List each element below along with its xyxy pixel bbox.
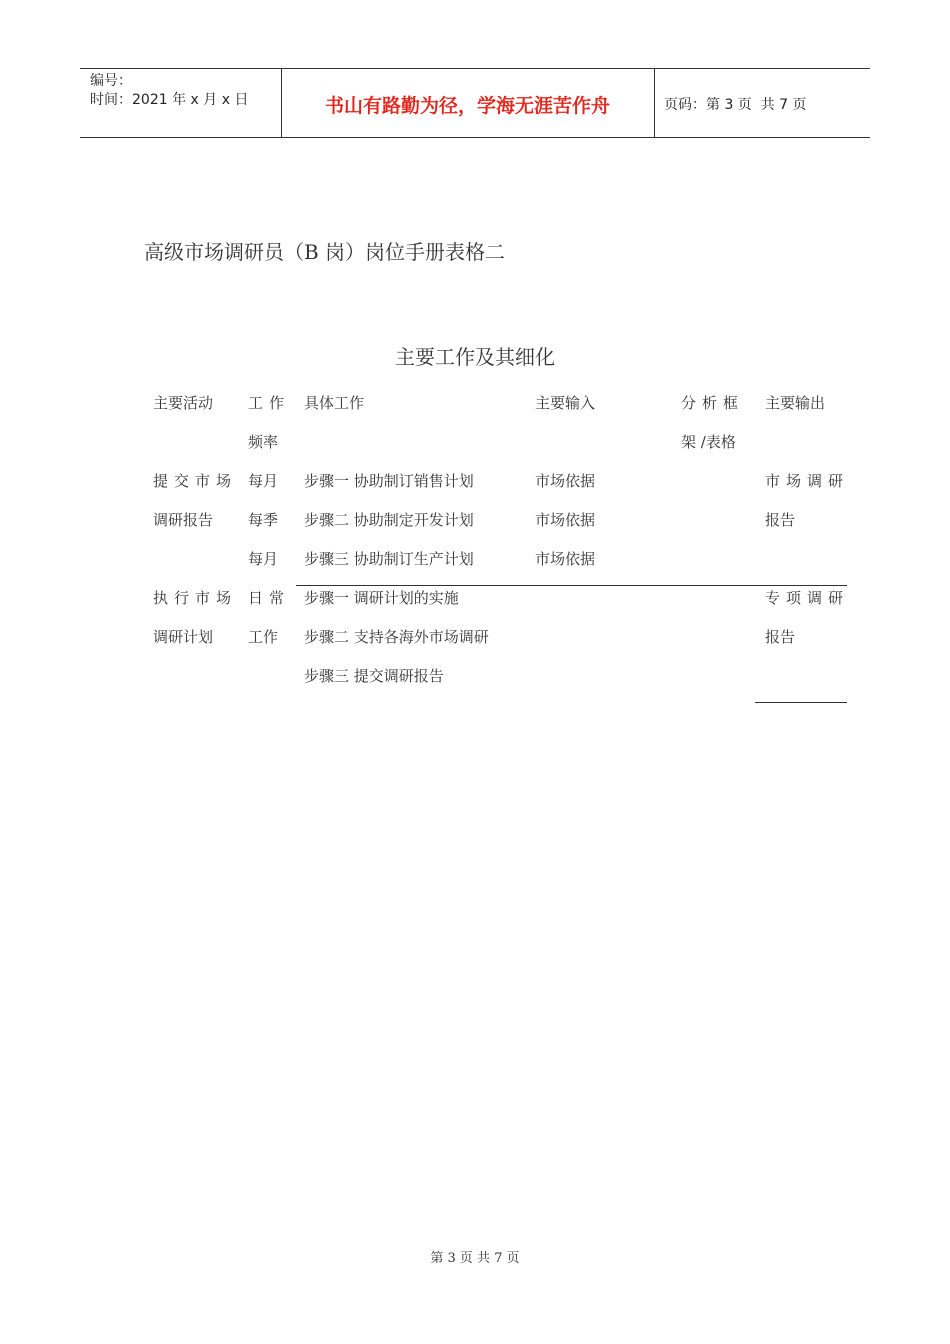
header-frequency-line2: 频率 <box>248 433 279 451</box>
header-framework-line1: 分析框 <box>681 394 745 412</box>
header-activity: 主要活动 <box>153 394 214 412</box>
activity-label: 执行市场 <box>153 589 238 607</box>
output-label: 报告 <box>765 511 796 529</box>
frequency-cell: 每月 <box>248 550 279 568</box>
time-label: 时间：2021 年 x 月 x 日 <box>90 92 249 108</box>
frequency-cell: 每季 <box>248 511 279 529</box>
section-title: 主要工作及其细化 <box>395 345 555 369</box>
work-step-cell: 步骤一 调研计划的实施 <box>304 589 459 607</box>
header-main-input: 主要输入 <box>535 394 596 412</box>
work-step-cell: 步骤三 提交调研报告 <box>304 667 444 685</box>
work-step-cell: 步骤二 支持各海外市场调研 <box>304 628 489 646</box>
page-footer: 第 3 页 共 7 页 <box>430 1251 520 1266</box>
work-step-cell: 步骤三 协助制订生产计划 <box>304 550 474 568</box>
activity-label: 提交市场 <box>153 472 238 490</box>
output-label: 报告 <box>765 628 796 646</box>
output-label: 市场调研 <box>765 472 850 490</box>
work-step-cell: 步骤一 协助制订销售计划 <box>304 472 474 490</box>
input-cell: 市场依据 <box>535 472 596 490</box>
header-frequency-line1: 工作 <box>248 394 291 412</box>
header-meta <box>90 72 248 110</box>
header-framework-line2: 架 /表格 <box>681 433 736 451</box>
header-specific-work: 具体工作 <box>304 394 365 412</box>
activity-label: 调研计划 <box>153 628 214 646</box>
activity-label: 调研报告 <box>153 511 214 529</box>
frequency-cell: 每月 <box>248 472 279 490</box>
header-motto: 书山有路勤为径，学海无涯苦作舟 <box>324 95 610 117</box>
page-header <box>80 68 870 138</box>
document-title: 高级市场调研员（B 岗）岗位手册表格二 <box>144 240 506 264</box>
frequency-cell: 日常 <box>248 589 291 607</box>
header-main-output: 主要输出 <box>765 394 826 412</box>
frequency-cell: 工作 <box>248 628 279 646</box>
input-cell: 市场依据 <box>535 550 596 568</box>
work-step-cell: 步骤二 协助制定开发计划 <box>304 511 474 529</box>
table-divider <box>296 585 847 586</box>
output-label: 专项调研 <box>765 589 850 607</box>
table-divider <box>755 702 847 703</box>
input-cell: 市场依据 <box>535 511 596 529</box>
header-divider <box>654 69 655 137</box>
code-label: 编号： <box>90 73 132 89</box>
header-page-info: 页码：第 3 页 共 7 页 <box>664 97 807 113</box>
